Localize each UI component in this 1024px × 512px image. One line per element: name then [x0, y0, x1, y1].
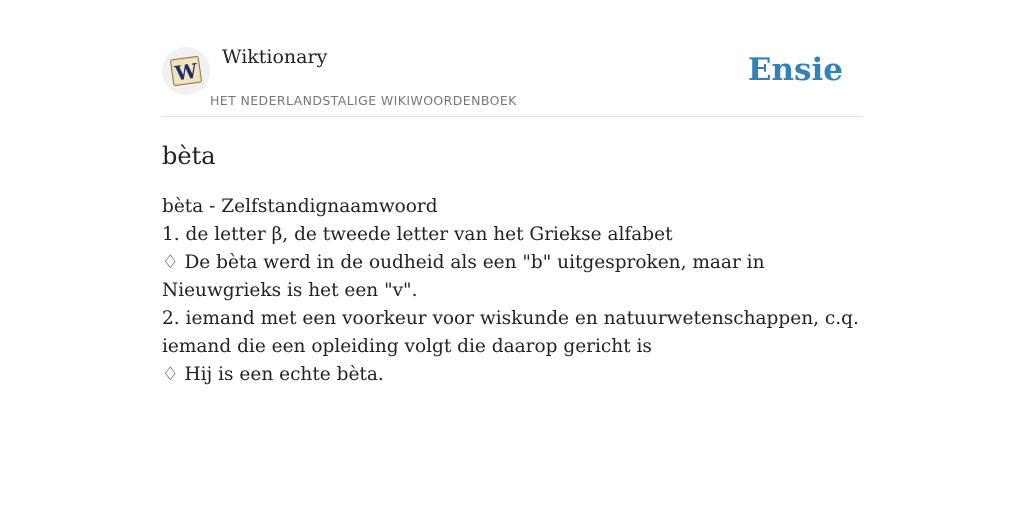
- entry-body: [162, 193, 862, 389]
- example-2: ♢ Hij is een echte bèta.: [162, 364, 384, 385]
- site-name[interactable]: Wiktionary: [222, 46, 328, 68]
- definition-2: 2. iemand met een voorkeur voor wiskunde en natuurwetenschappen, c.q. iemand die een opleiding volgt die daarop gericht is: [162, 308, 859, 357]
- part-of-speech-line: bèta - Zelfstandignaamwoord: [162, 196, 438, 217]
- example-1: ♢ De bèta werd in de oudheid als een "b" uitgesproken, maar in Nieuwgrieks is het een "v".: [162, 252, 765, 301]
- ensie-brand-link[interactable]: Ensie: [747, 52, 843, 88]
- page-title: bèta: [162, 142, 216, 170]
- definition-1: 1. de letter β, de tweede letter van het Griekse alfabet: [162, 224, 673, 245]
- wiktionary-tile-icon: [168, 54, 204, 88]
- site-tagline: HET NEDERLANDSTALIGE WIKIWOORDENBOEK: [210, 93, 517, 108]
- logo-letter: W: [173, 58, 199, 86]
- site-header: [162, 0, 862, 117]
- wiktionary-logo[interactable]: [162, 47, 210, 95]
- page: [162, 0, 862, 389]
